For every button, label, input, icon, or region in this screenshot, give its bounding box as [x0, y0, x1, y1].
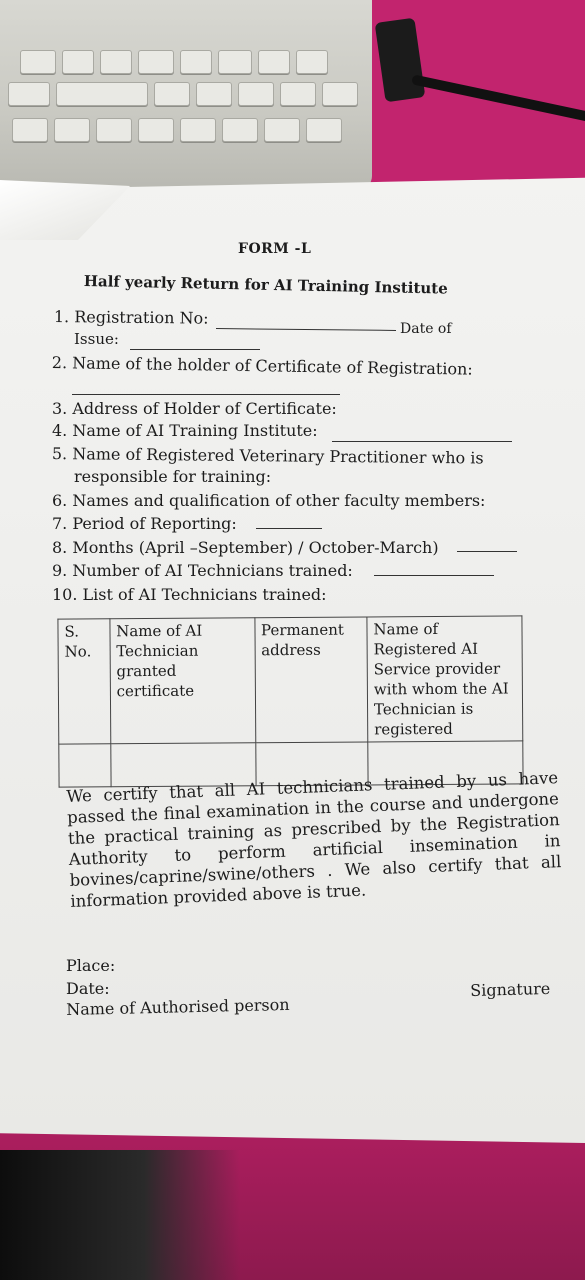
- key-row: [20, 50, 328, 74]
- col-service-provider: Name of Registered AI Service provider with whom the AI Technician is registered: [367, 616, 523, 742]
- col-permanent-address: Permanent address: [254, 617, 367, 743]
- footer-authorised-name: Name of Authorised person: [66, 994, 290, 1019]
- blank-line: [332, 441, 512, 442]
- shadow: [0, 1150, 240, 1280]
- item-faculty: 6. Names and qualification of other faculty members:: [52, 491, 486, 510]
- form-subtitle: Half yearly Return for AI Training Institute: [83, 272, 448, 298]
- item-issue: Issue:: [74, 330, 119, 348]
- blank-line: [457, 551, 517, 552]
- blank-line: [130, 349, 260, 350]
- footer-place: Place:: [66, 956, 116, 975]
- item-vet-practitioner-cont: responsible for training:: [74, 467, 272, 486]
- technicians-table: [57, 615, 523, 787]
- item-months: 8. Months (April –September) / October-March): [52, 538, 439, 557]
- cable: [411, 74, 585, 125]
- laptop-keyboard: [0, 0, 372, 190]
- form-title: FORM -L: [238, 241, 312, 257]
- item-holder-address: 3. Address of Holder of Certificate:: [52, 399, 337, 418]
- key-row: [12, 118, 342, 142]
- item-technicians-count: 9. Number of AI Technicians trained:: [52, 561, 353, 580]
- key-row: [8, 82, 358, 106]
- item-date-of: Date of: [400, 321, 452, 337]
- blank-line: [72, 394, 340, 395]
- footer-date: Date:: [66, 979, 110, 998]
- item-registration-no: 1. Registration No:: [53, 307, 209, 328]
- item-period: 7. Period of Reporting:: [52, 514, 237, 533]
- cable: [375, 18, 426, 103]
- blank-line: [374, 575, 494, 576]
- col-sno: S. No.: [58, 619, 111, 744]
- footer-signature: Signature: [470, 978, 551, 1000]
- certification-text: We certify that all AI technicians trained by us have passed the final examination in the course and undergone the practical training as prescribed by the Registration Authority to perform artificial insemination in bovines/caprine/swine/others . We also certify that all information provided above is true.: [66, 768, 562, 911]
- item-vet-practitioner: 5. Name of Registered Veterinary Practitioner who is: [51, 444, 484, 468]
- table-cell: [59, 744, 111, 787]
- blank-line: [256, 528, 322, 529]
- table-header-row: [58, 616, 523, 744]
- item-institute-name: 4. Name of AI Training Institute:: [52, 421, 318, 440]
- item-technicians-list: 10. List of AI Technicians trained:: [52, 585, 327, 604]
- item-holder-name: 2. Name of the holder of Certificate of Registration:: [51, 353, 473, 379]
- col-technician-name: Name of AI Technician granted certificate: [110, 618, 256, 744]
